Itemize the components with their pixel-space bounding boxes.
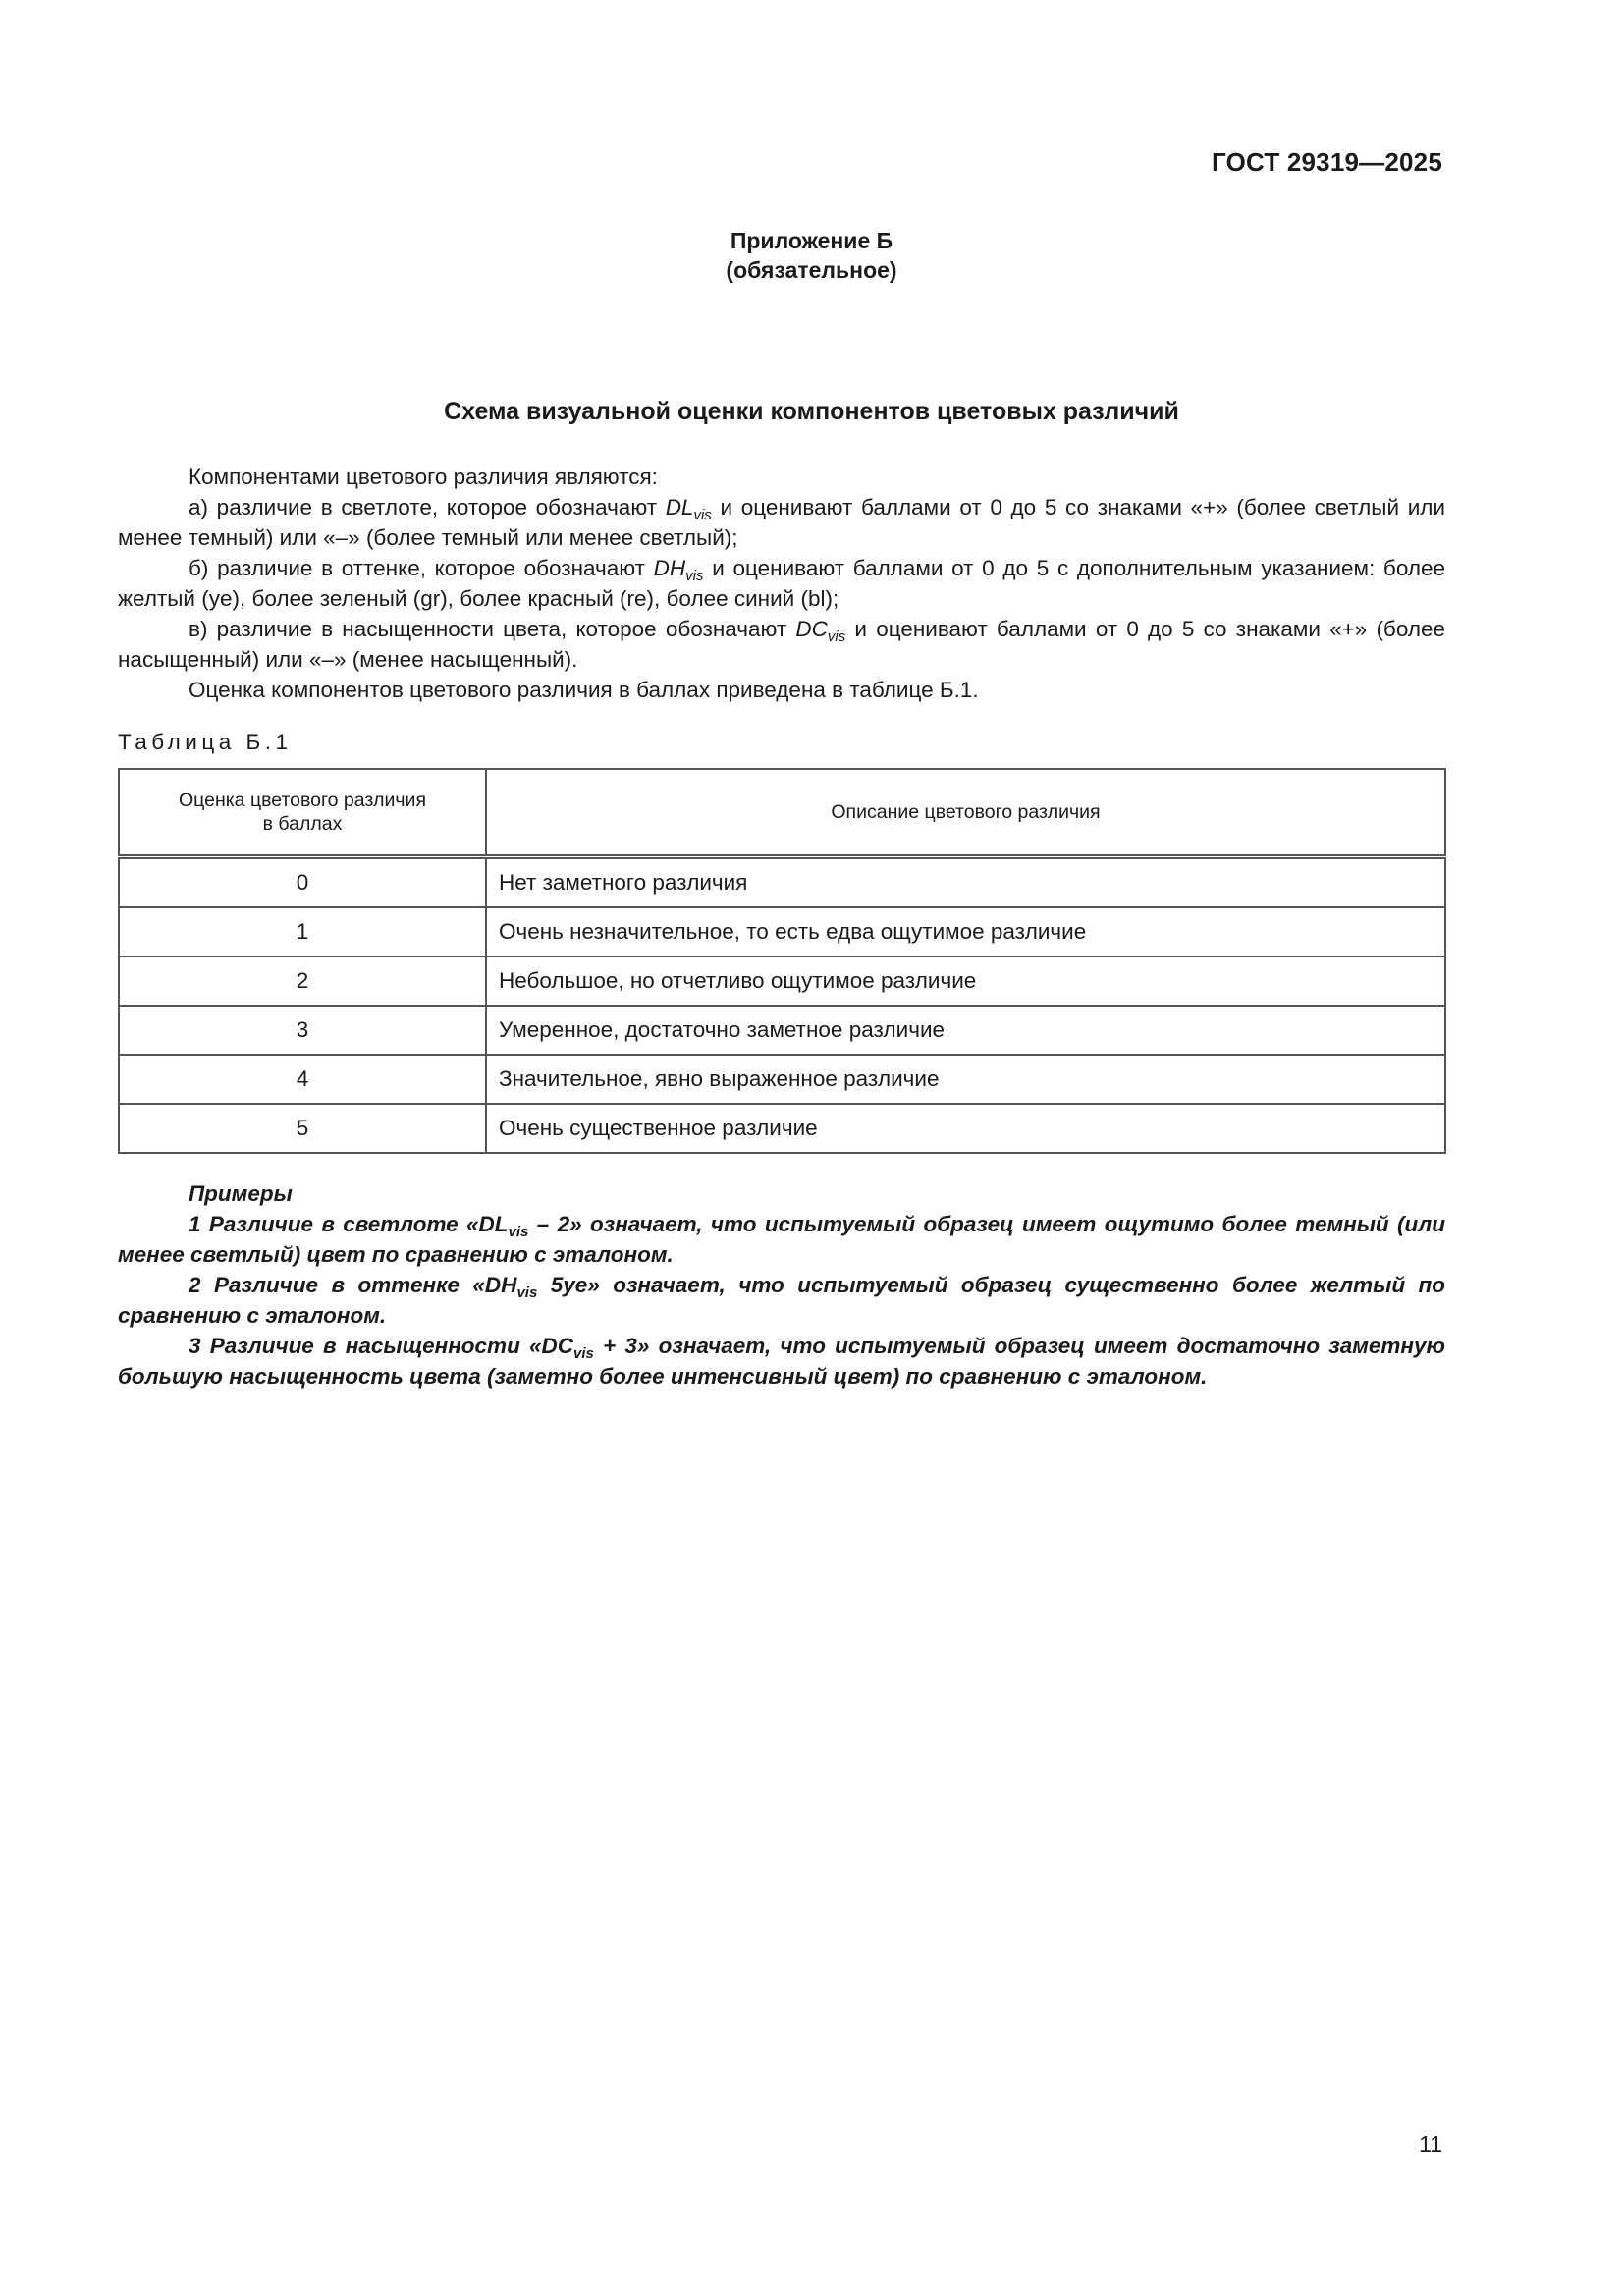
intro-item-b [118,553,1445,614]
example-3-after: + 3» означает, что испытуемый образец имеет достаточно заметную большую насыщенность цвета (заметно более интенсивный цвет) по сравнению с эталоном. [118,1334,1445,1389]
header-grade [119,769,486,857]
table-row [119,1055,1445,1104]
appendix-title: Приложение Б [730,228,893,253]
grade-cell: 4 [119,1055,486,1104]
dl-symbol: DL [665,495,694,519]
dc-subscript: vis [827,629,846,645]
dh-symbol: DH [653,556,686,580]
table-row [119,857,1445,908]
grade-cell: 3 [119,1006,486,1055]
grades-table [118,768,1446,1154]
page-number: 11 [1419,2131,1442,2157]
example-1-subscript: vis [508,1224,529,1240]
example-2-after: 5ye» означает, что испытуемый образец существенно более желтый по сравнению с эталоном. [118,1273,1446,1328]
intro-item-c [118,614,1445,675]
description-cell: Очень незначительное, то есть едва ощутимое различие [486,907,1445,957]
description-cell: Умеренное, достаточно заметное различие [486,1006,1445,1055]
appendix-status: (обязательное) [726,257,897,283]
appendix-heading [0,226,1623,285]
table-row [119,1006,1445,1055]
example-3-subscript: vis [573,1345,594,1362]
table-caption: Таблица Б.1 [118,730,293,754]
examples-heading: Примеры [189,1181,293,1206]
grade-cell: 1 [119,907,486,957]
intro-closing: Оценка компонентов цветового различия в баллах приведена в таблице Б.1. [189,678,979,702]
item-c-before: в) различие в насыщенности цвета, которое обозначают [189,617,796,641]
header-grade-line1: Оценка цветового различия [178,790,427,811]
examples-block [118,1178,1445,1392]
table-header-row [119,769,1445,857]
header-grade-line2: в баллах [262,813,343,835]
table-row [119,1104,1445,1153]
header-description: Описание цветового различия [486,769,1445,857]
description-cell: Нет заметного различия [486,857,1445,908]
item-a-after: и оценивают баллами от 0 до 5 со знаками «+» (более светлый или менее темный) или «–» (более темный или менее светлый); [118,495,1445,550]
table-row [119,957,1445,1006]
example-1-before: 1 Различие в светлоте «DL [189,1212,509,1236]
item-b-before: б) различие в оттенке, которое обозначают [189,556,654,580]
example-3-before: 3 Различие в насыщенности «DC [189,1334,574,1358]
intro-lead: Компонентами цветового различия являются: [189,465,658,489]
item-c-after: и оценивают баллами от 0 до 5 со знаками «+» (более насыщенный) или «–» (менее насыщенный). [118,617,1445,672]
description-cell: Небольшое, но отчетливо ощутимое различие [486,957,1445,1006]
example-1-after: – 2» означает, что испытуемый образец имеет ощутимо более темный (или менее светлый) цвет по сравнению с эталоном. [118,1212,1445,1267]
example-1 [118,1209,1445,1270]
grade-cell: 0 [119,857,486,908]
description-cell: Значительное, явно выраженное различие [486,1055,1445,1104]
example-2 [118,1270,1445,1331]
item-b-after: и оценивают баллами от 0 до 5 с дополнительным указанием: более желтый (ye), более зеленый (gr), более красный (re), более синий (bl); [118,556,1445,611]
example-2-before: 2 Различие в оттенке «DH [189,1273,517,1297]
description-cell: Очень существенное различие [486,1104,1445,1153]
example-2-subscript: vis [516,1285,538,1301]
intro-item-a [118,492,1445,553]
dl-subscript: vis [693,507,712,523]
intro-text [118,462,1445,705]
item-a-before: а) различие в светлоте, которое обозначают [189,495,666,519]
dh-subscript: vis [685,568,704,584]
dc-symbol: DC [795,617,828,641]
example-3 [118,1331,1445,1392]
section-title: Схема визуальной оценки компонентов цветовых различий [444,398,1179,425]
grade-cell: 2 [119,957,486,1006]
table-row [119,907,1445,957]
document-code: ГОСТ 29319—2025 [1212,147,1442,177]
grade-cell: 5 [119,1104,486,1153]
